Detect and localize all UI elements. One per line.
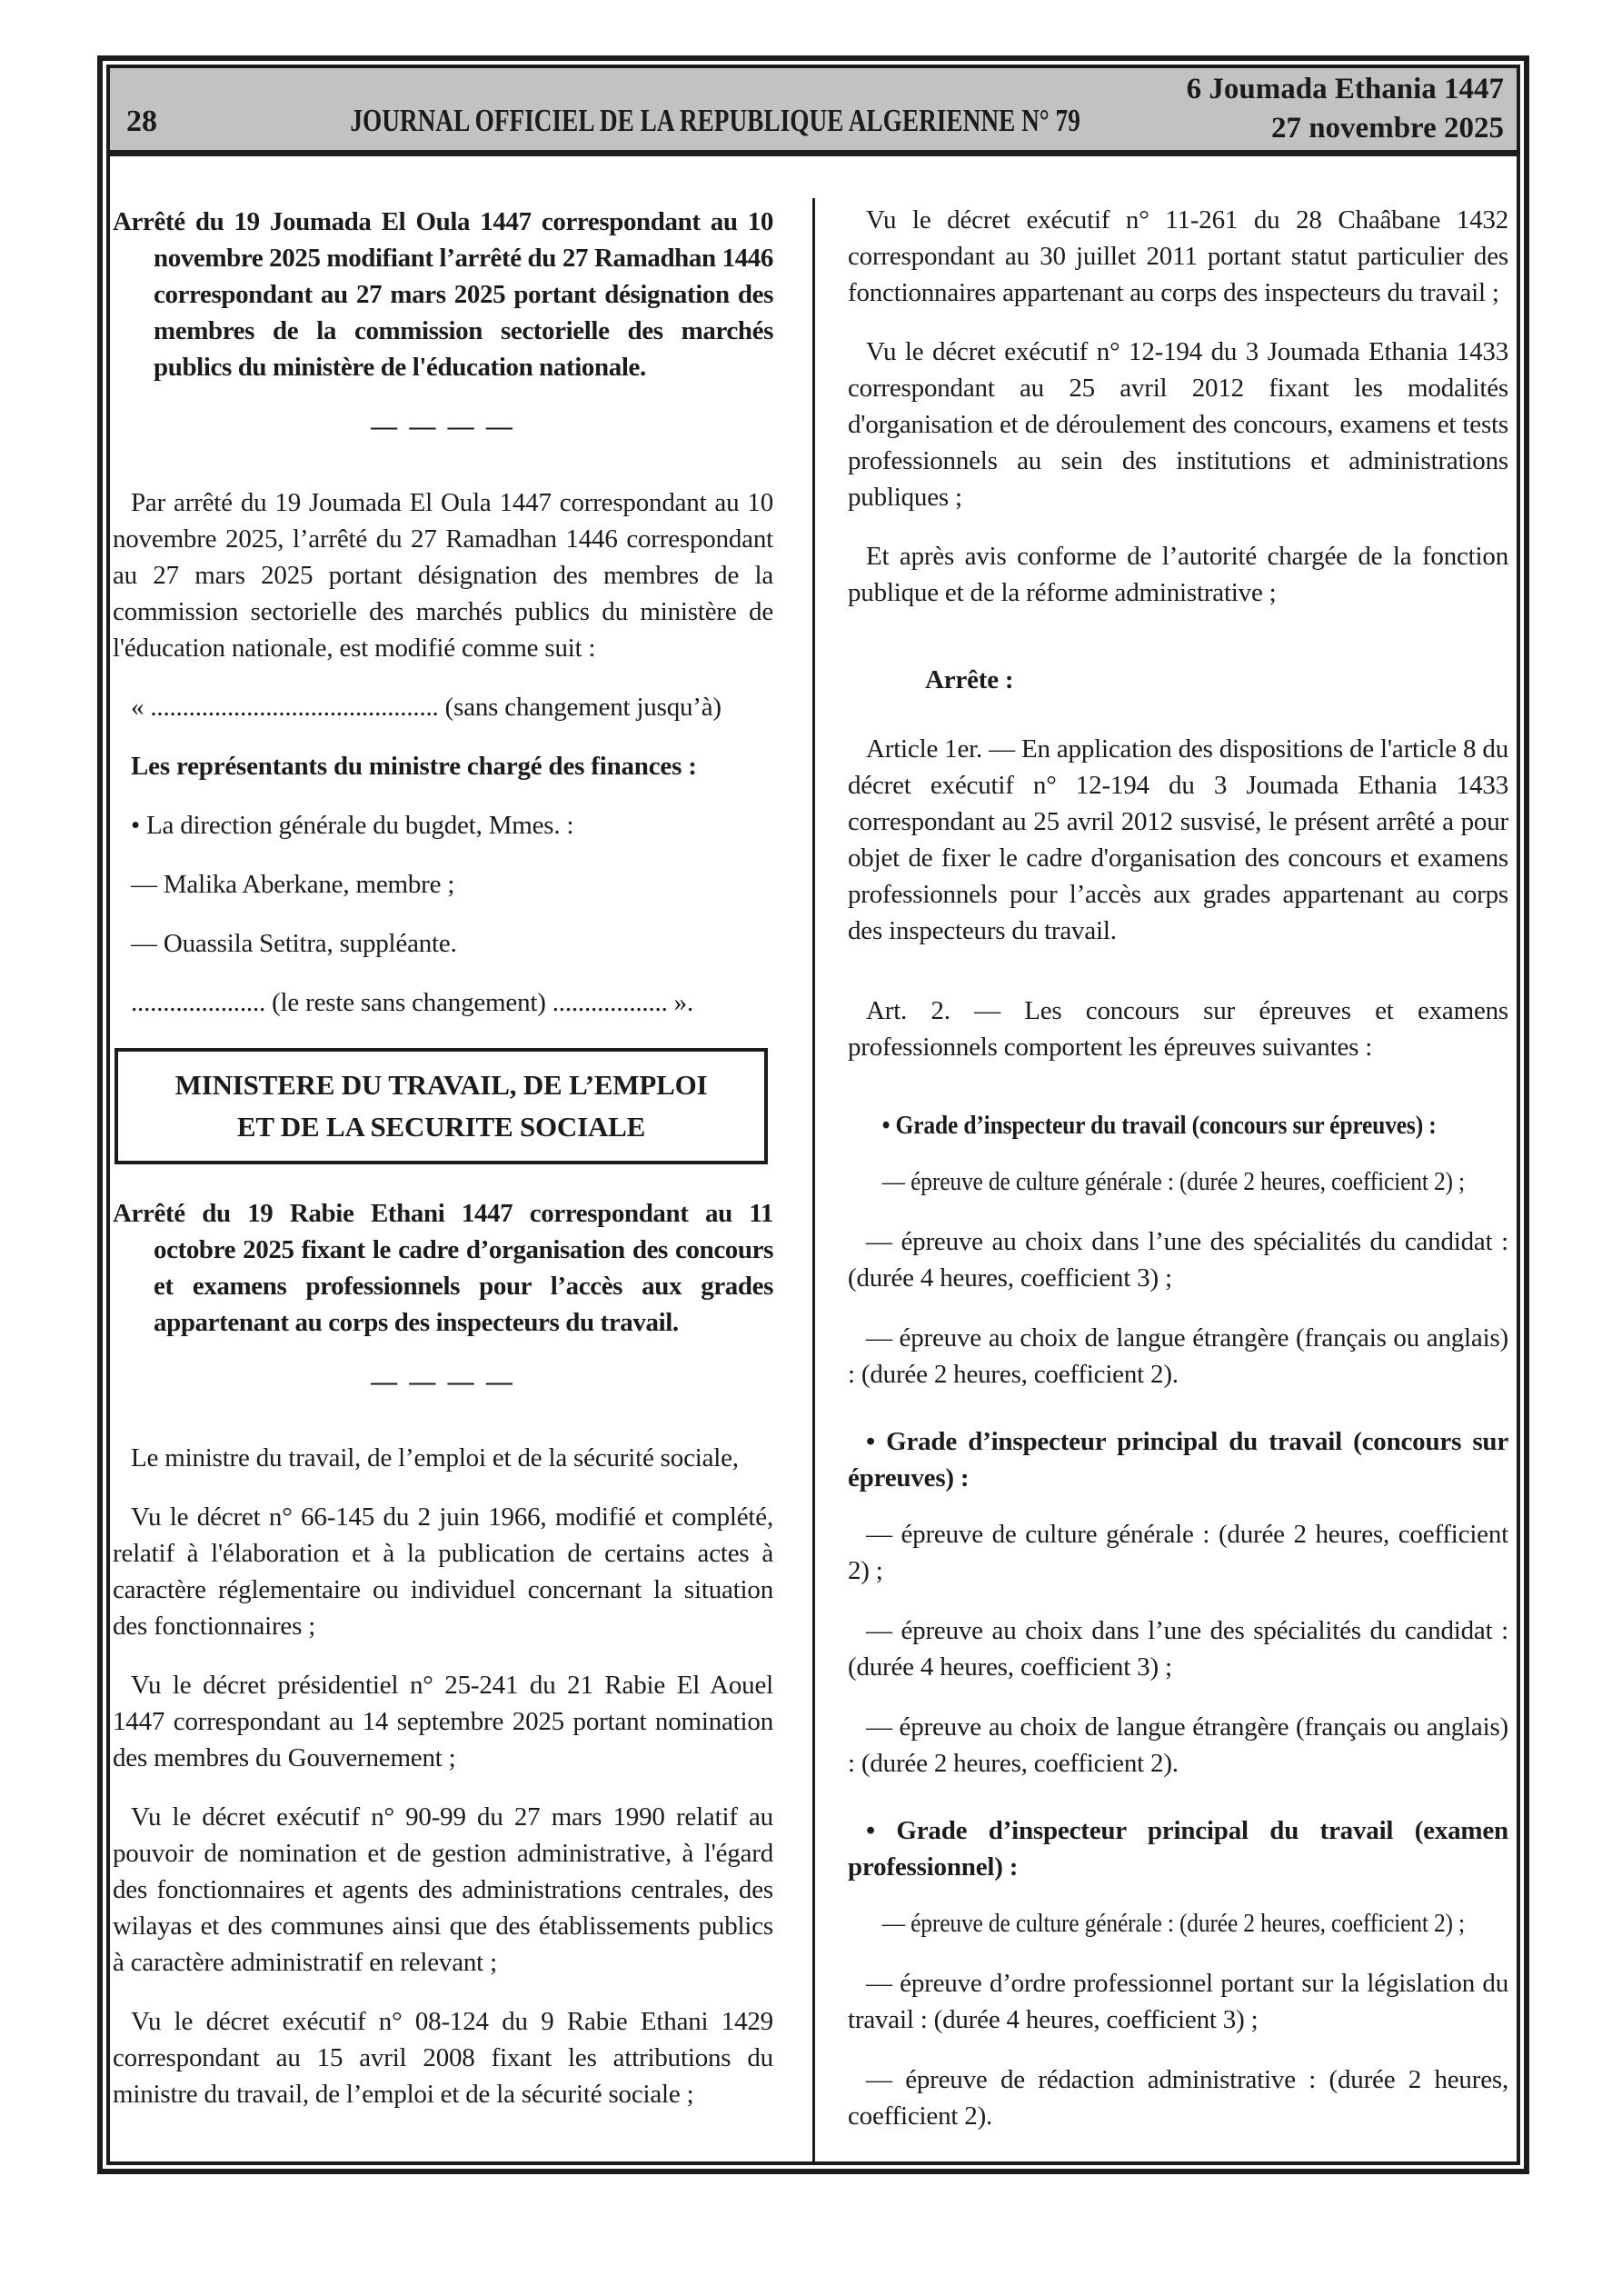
epreuve-item: — épreuve au choix de langue étrangère (français ou anglais) : (durée 2 heures, coefficient 2). (848, 1712, 1508, 1778)
ministry-box-line1: MINISTERE DU TRAVAIL, DE L’EMPLOI (174, 1069, 708, 1101)
vu-paragraph: Vu le décret n° 66-145 du 2 juin 1966, modifié et complété, relatif à l'élaboration et à la publication de certains actes à caractère réglementaire ou individuel concernant la situation des fonctionnaires ; (113, 1502, 773, 1641)
dash-separator: — — — — (371, 412, 515, 441)
paragraph: Par arrêté du 19 Joumada El Oula 1447 correspondant au 10 novembre 2025, l’arrêté du 27 Ramadhan 1446 correspondant au 27 mars 2025 portant désignation des membres de la commission sectorielle des marchés publics du ministère de l'éducation nationale, est modifié comme suit : (113, 488, 773, 663)
dash-separator: — — — — (371, 1367, 515, 1396)
vu-paragraph: Vu le décret exécutif n° 12-194 du 3 Joumada Ethania 1433 correspondant au 25 avril 2012 fixant les modalités d'organisation et de déroulement des concours, examens et tests professionnels au sein des institutions et administrations publiques ; (848, 337, 1508, 512)
vu-paragraph: Vu le décret exécutif n° 90-99 du 27 mars 1990 relatif au pouvoir de nomination et de gestion administrative, à l'égard des fonctionnaires et agents des administrations centrales, des wilayas et des communes ainsi que des établissements publics à caractère administratif en relevant ; (113, 1802, 773, 1977)
epreuve-item: — épreuve au choix dans l’une des spécialités du candidat : (durée 4 heures, coefficient 3) ; (848, 1616, 1508, 1682)
journal-title-text: JOURNAL OFFICIEL DE LA REPUBLIQUE ALGERIENNE N° 79 (350, 103, 1081, 138)
epreuve-item: — épreuve d’ordre professionnel portant sur la législation du travail : (durée 4 heures, coefficient 3) ; (848, 1969, 1508, 2034)
ministry-box (114, 1048, 768, 1164)
page-content (110, 156, 1517, 2161)
epreuve-item: — épreuve de culture générale : (durée 2 heures, coefficient 2) ; (881, 1909, 1465, 1938)
paragraph: Le ministre du travail, de l’emploi et de la sécurité sociale, (131, 1443, 739, 1472)
vu-paragraph: Vu le décret exécutif n° 11-261 du 28 Chaâbane 1432 correspondant au 30 juillet 2011 portant statut particulier des fonctionnaires appartenant au corps des inspecteurs du travail ; (848, 205, 1508, 307)
date-hijri: 6 Joumada Ethania 1447 (1186, 73, 1504, 105)
finances-heading: Les représentants du ministre chargé des finances : (131, 752, 697, 781)
arrete-title-2: Arrêté du 19 Rabie Ethani 1447 correspondant au 11 octobre 2025 fixant le cadre d’organisation des concours et examens professionnels pour l’accès aux grades appartenant au corps des inspecteurs du travail. (113, 1199, 773, 1337)
right-column (848, 156, 1508, 2158)
epreuve-item: — épreuve de culture générale : (durée 2 heures, coefficient 2) ; (848, 1520, 1508, 1585)
left-column (113, 156, 773, 2135)
column-divider (812, 198, 815, 2161)
member-item: — Ouassila Setitra, suppléante. (131, 929, 457, 958)
epreuve-item: — épreuve de culture générale : (durée 2 heures, coefficient 2) ; (881, 1167, 1465, 1196)
epreuve-item: — épreuve de rédaction administrative : (durée 2 heures, coefficient 2). (848, 2065, 1508, 2131)
header-dates (1187, 70, 1504, 148)
arrete-label: Arrête : (925, 665, 1014, 694)
ministry-box-line2: ET DE LA SECURITE SOCIALE (236, 1111, 646, 1143)
avis-paragraph: Et après avis conforme de l’autorité chargée de la fonction publique et de la réforme administrative ; (848, 542, 1508, 607)
header-band (110, 68, 1517, 156)
grade3-heading: • Grade d’inspecteur principal du travail (examen professionnel) : (848, 1816, 1508, 1882)
article-1: Article 1er. — En application des dispositions de l'article 8 du décret exécutif n° 12-194 du 3 Joumada Ethania 1433 correspondant au 25 avril 2012 susvisé, le présent arrêté a pour objet de fixer le cadre d'organisation des concours et examens professionnels pour l’accès aux grades appartenant au corps des inspecteurs du travail. (848, 734, 1508, 945)
page-frame-inner (106, 65, 1520, 2165)
sans-changement-line: « ............................................. (sans changement jusqu’à) (131, 693, 721, 722)
bullet-item: • La direction générale du bugdet, Mmes. : (131, 811, 574, 840)
date-gregorian: 27 novembre 2025 (1270, 112, 1504, 145)
journal-title (244, 103, 1187, 150)
page-frame (97, 55, 1529, 2174)
grade2-heading: • Grade d’inspecteur principal du travail (concours sur épreuves) : (848, 1427, 1508, 1492)
vu-paragraph: Vu le décret présidentiel n° 25-241 du 21 Rabie El Aouel 1447 correspondant au 14 septembre 2025 portant nomination des membres du Gouvernement ; (113, 1671, 773, 1772)
member-item: — Malika Aberkane, membre ; (131, 870, 455, 899)
article-2: Art. 2. — Les concours sur épreuves et examens professionnels comportent les épreuves suivantes : (848, 996, 1508, 1062)
vu-paragraph: Vu le décret exécutif n° 08-124 du 9 Rabie Ethani 1429 correspondant au 15 avril 2008 fixant les attributions du ministre du travail, de l’emploi et de la sécurité sociale ; (113, 2007, 773, 2109)
epreuve-item: — épreuve au choix dans l’une des spécialités du candidat : (durée 4 heures, coefficient 3) ; (848, 1227, 1508, 1293)
arrete-title-1: Arrêté du 19 Joumada El Oula 1447 correspondant au 10 novembre 2025 modifiant l’arrêté du 27 Ramadhan 1446 correspondant au 27 mars 2025 portant désignation des membres de la commission sectorielle des marchés publics du ministère de l'éducation nationale. (113, 207, 773, 382)
epreuve-item: — épreuve au choix de langue étrangère (français ou anglais) : (durée 2 heures, coefficient 2). (848, 1323, 1508, 1389)
grade1-heading: • Grade d’inspecteur du travail (concours sur épreuves) : (881, 1111, 1437, 1140)
page-number: 28 (126, 105, 157, 138)
reste-sans-changement-line: ..................... (le reste sans changement) .................. ». (131, 988, 694, 1017)
